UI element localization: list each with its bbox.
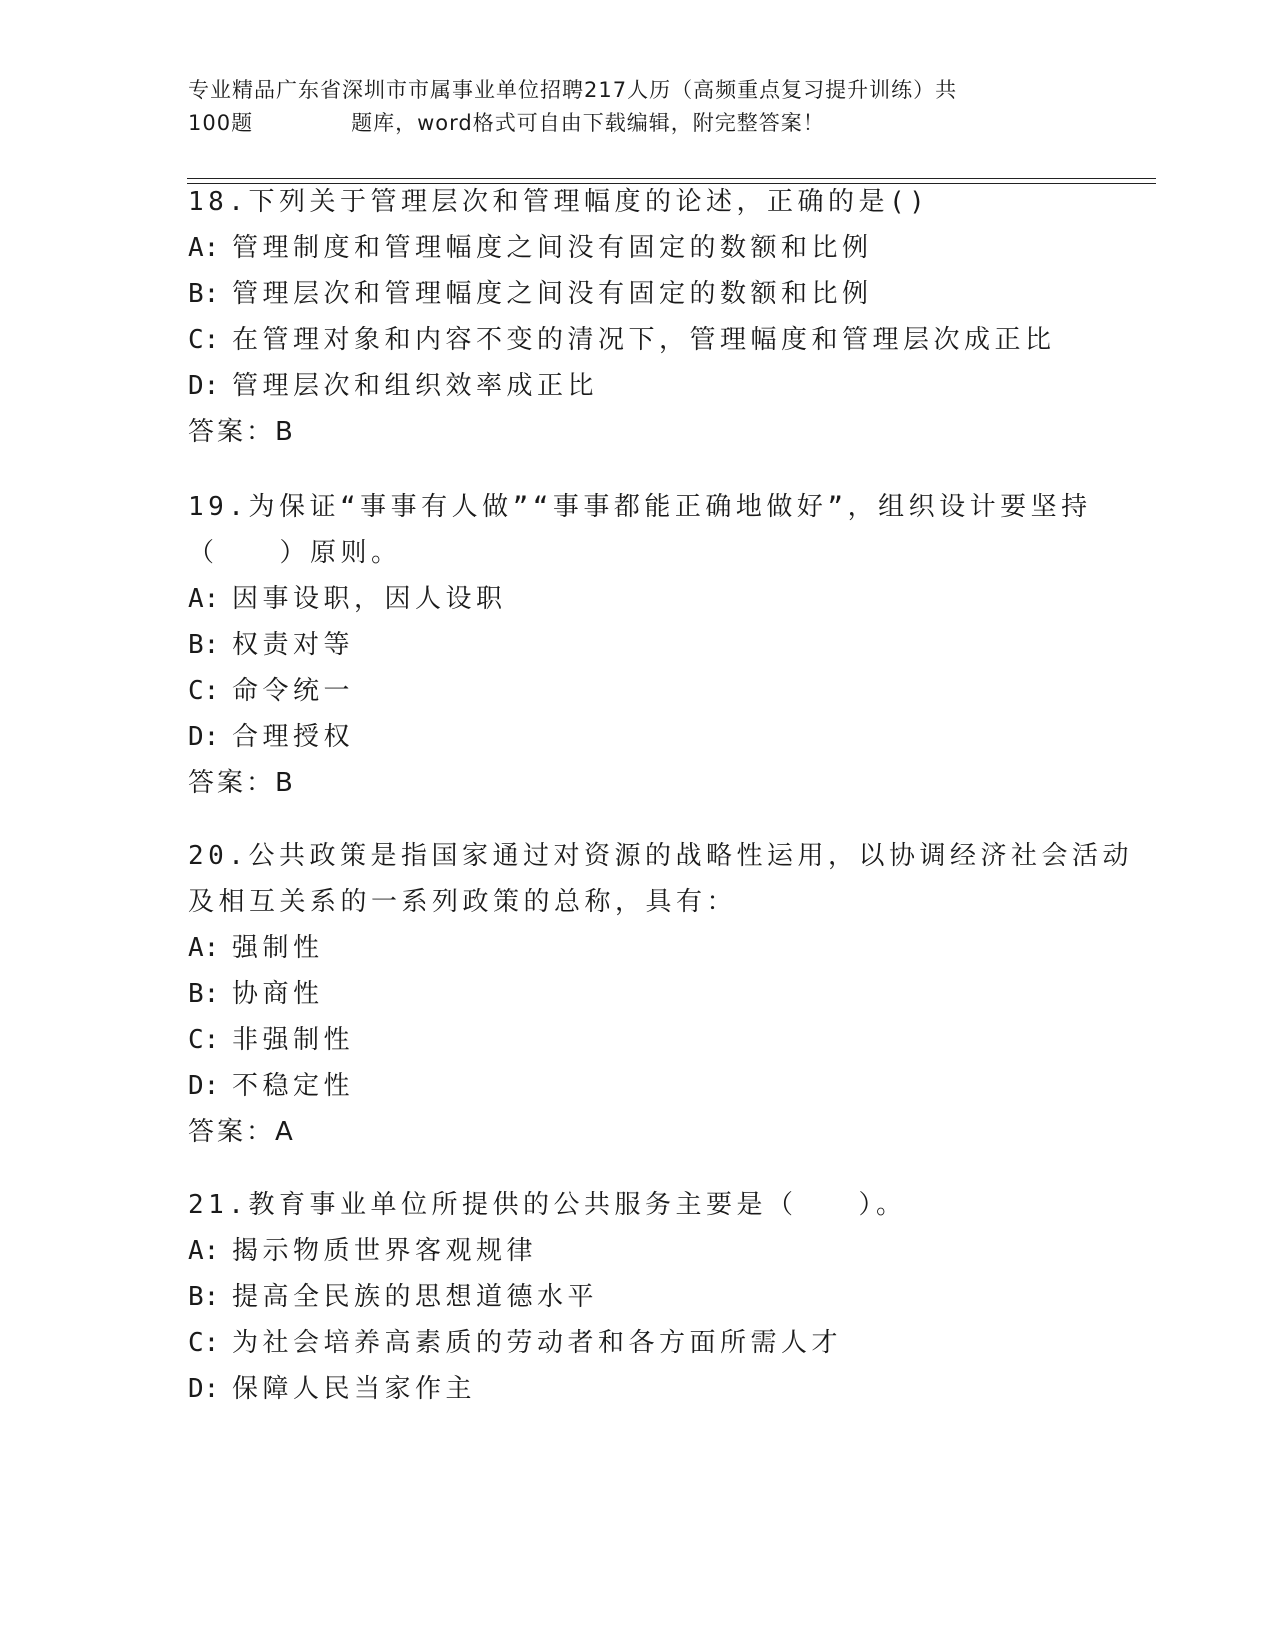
option-letter: D: (188, 1374, 220, 1404)
answer-value: B (275, 768, 296, 798)
option-letter: C: (188, 325, 220, 355)
question-18 (188, 179, 1088, 455)
header-question-count: 100题 (188, 111, 254, 135)
question-text: 18.下列关于管理层次和管理幅度的论述，正确的是() (188, 187, 930, 217)
option-text: 管理层次和管理幅度之间没有固定的数额和比例 (232, 279, 873, 309)
option-d (188, 1366, 1088, 1412)
option-text: 揭示物质世界客观规律 (232, 1236, 538, 1266)
question-20 (188, 833, 1133, 1155)
option-text: 权责对等 (232, 630, 355, 660)
option-letter: D: (188, 722, 220, 752)
answer (188, 1109, 1088, 1155)
option-text: 在管理对象和内容不变的清况下，管理幅度和管理层次成正比 (232, 325, 1056, 355)
answer-value: A (275, 1117, 296, 1147)
question-text-continued: 及相互关系的一系列政策的总称，具有： (188, 887, 738, 917)
option-c (188, 1017, 1088, 1063)
option-text: 因事设职，因人设职 (232, 584, 507, 614)
question-19 (188, 484, 1092, 806)
option-a (188, 225, 1088, 271)
option-text: 管理层次和组织效率成正比 (232, 371, 599, 401)
option-d (188, 1063, 1088, 1109)
answer-value: B (275, 417, 296, 447)
option-text: 管理制度和管理幅度之间没有固定的数额和比例 (232, 233, 873, 263)
option-c (188, 317, 1088, 363)
option-c (188, 668, 1088, 714)
option-text: 非强制性 (232, 1025, 355, 1055)
header-description: 题库，word格式可自由下载编辑，附完整答案！ (351, 111, 825, 135)
question-21 (188, 1182, 1088, 1412)
option-letter: A: (188, 1236, 220, 1266)
option-c (188, 1320, 1088, 1366)
option-text: 命令统一 (232, 676, 355, 706)
option-a (188, 1228, 1088, 1274)
option-text: 保障人民当家作主 (232, 1374, 477, 1404)
option-a (188, 576, 1088, 622)
option-letter: A: (188, 584, 220, 614)
option-b (188, 271, 1088, 317)
option-letter: B: (188, 630, 220, 660)
option-text: 合理授权 (232, 722, 355, 752)
option-letter: C: (188, 1328, 220, 1358)
header-line-1: 专业精品广东省深圳市市属事业单位招聘217人历（高频重点复习提升训练）共 (188, 78, 958, 102)
option-text: 不稳定性 (232, 1071, 355, 1101)
option-letter: A: (188, 933, 220, 963)
question-text: 20.公共政策是指国家通过对资源的战略性运用，以协调经济社会活动 (188, 841, 1133, 871)
option-letter: B: (188, 279, 220, 309)
option-a (188, 925, 1088, 971)
question-text: 19.为保证“事事有人做”“事事都能正确地做好”，组织设计要坚持 (188, 492, 1092, 522)
option-letter: D: (188, 371, 220, 401)
option-letter: A: (188, 233, 220, 263)
option-letter: D: (188, 1071, 220, 1101)
option-text: 协商性 (232, 979, 324, 1009)
answer (188, 760, 1088, 806)
option-b (188, 1274, 1088, 1320)
option-letter: C: (188, 1025, 220, 1055)
option-b (188, 971, 1088, 1017)
header-line-2 (188, 107, 1088, 140)
option-text: 提高全民族的思想道德水平 (232, 1282, 599, 1312)
option-d (188, 363, 1088, 409)
option-text: 为社会培养高素质的劳动者和各方面所需人才 (232, 1328, 843, 1358)
option-text: 强制性 (232, 933, 324, 963)
option-b (188, 622, 1088, 668)
option-letter: C: (188, 676, 220, 706)
question-text: 21.教育事业单位所提供的公共服务主要是（ ）。 (188, 1190, 907, 1220)
answer-label: 答案： (188, 417, 276, 447)
answer-label: 答案： (188, 768, 276, 798)
answer-label: 答案： (188, 1117, 276, 1147)
option-d (188, 714, 1088, 760)
option-letter: B: (188, 1282, 220, 1312)
document-header (188, 74, 1088, 140)
option-letter: B: (188, 979, 220, 1009)
answer (188, 409, 1088, 455)
question-text-continued: （ ）原则。 (188, 538, 402, 568)
